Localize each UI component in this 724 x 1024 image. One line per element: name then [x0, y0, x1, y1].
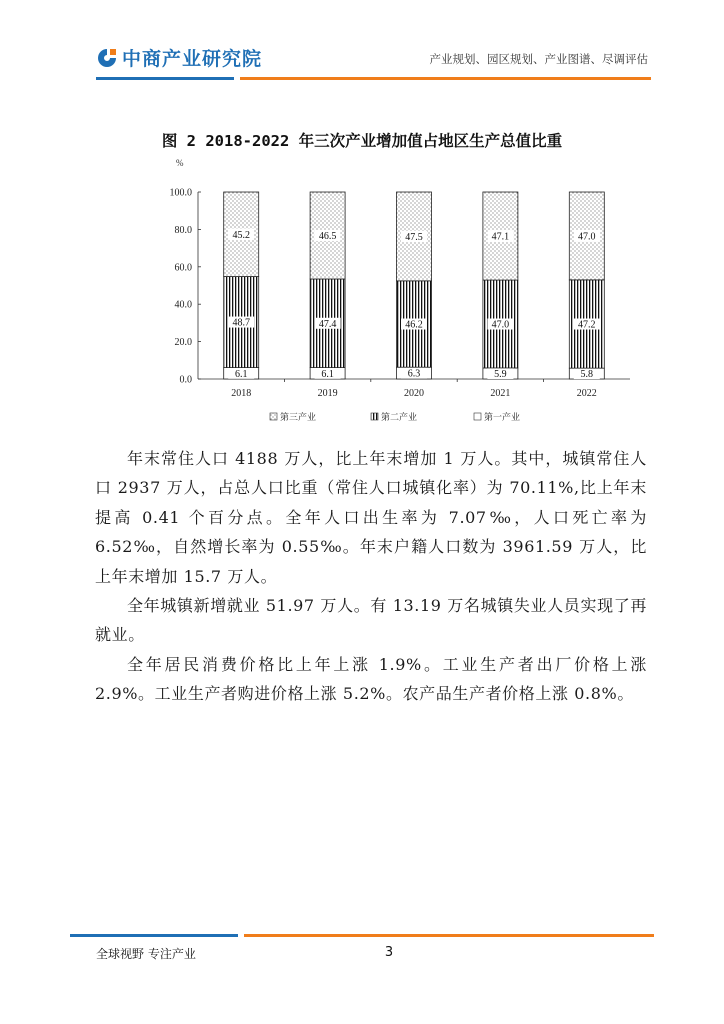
header-rule-orange	[240, 77, 651, 80]
x-tick-label: 2020	[404, 388, 424, 399]
logo-mark-icon	[96, 47, 118, 69]
page-number: 3	[384, 945, 394, 960]
footer-rule-orange	[244, 934, 654, 937]
figure-title: 图 2 2018-2022 年三次产业增加值占地区生产总值比重	[161, 132, 563, 150]
header-tagline: 产业规划、园区规划、产业图谱、尽调评估	[429, 52, 648, 66]
stacked-bar-chart	[160, 152, 634, 440]
x-tick-label: 2019	[317, 388, 338, 399]
data-label: 6.1	[234, 368, 248, 380]
paragraph-employment: 全年城镇新增就业 51.97 万人。有 13.19 万名城镇失业人员实现了再就业。	[95, 596, 647, 645]
body-text	[95, 444, 647, 709]
data-label: 47.0	[491, 319, 510, 331]
y-unit-label: %	[176, 158, 184, 168]
footer-rule-blue	[70, 934, 238, 937]
data-label: 47.4	[318, 318, 337, 330]
logo-text: 中商产业研究院	[122, 48, 263, 70]
x-tick-label: 2022	[576, 388, 597, 399]
legend-swatch	[270, 413, 277, 420]
x-tick-label: 2018	[231, 388, 252, 399]
legend-label: 第二产业	[381, 413, 418, 423]
x-tick-label: 2021	[490, 388, 511, 399]
legend-label: 第一产业	[484, 413, 521, 423]
y-tick-label: 100.0	[169, 187, 192, 199]
data-label: 47.2	[578, 319, 596, 331]
y-tick-label: 40.0	[174, 299, 192, 311]
y-tick-label: 60.0	[174, 262, 192, 274]
data-label: 48.7	[232, 317, 250, 329]
data-label: 45.2	[232, 229, 250, 241]
y-tick-label: 20.0	[174, 337, 192, 349]
legend-swatch	[474, 413, 481, 420]
data-label: 5.8	[580, 369, 594, 381]
data-label: 47.0	[578, 231, 596, 243]
data-label: 6.3	[407, 368, 421, 380]
header-rule-blue	[96, 77, 234, 80]
company-logo	[96, 44, 262, 71]
data-label: 47.5	[405, 232, 423, 244]
paragraph-population: 年末常住人口 4188 万人，比上年末增加 1 万人。其中，城镇常住人口 2937 万人，占总人口比重（常住人口城镇化率）为 70.11%,比上年末提高 0.41 个百分点。全年人口出生率为 7.07‰，人口死亡率为 6.52‰，自然增长率为 0.55‰。年末户籍人口数为 3961.59 万人，比上年末增加 15.7 万人。	[95, 449, 647, 586]
data-label: 5.9	[494, 369, 507, 381]
paragraph-prices: 全年居民消费价格比上年上涨 1.9%。工业生产者出厂价格上涨 2.9%。工业生产者购进价格上涨 5.2%。农产品生产者价格上涨 0.8%。	[95, 654, 647, 704]
legend-label: 第三产业	[280, 413, 317, 423]
data-label: 46.5	[318, 231, 337, 243]
data-label: 47.1	[491, 231, 510, 243]
y-tick-label: 80.0	[174, 224, 192, 236]
y-tick-label: 0.0	[179, 374, 192, 386]
data-label: 46.2	[405, 319, 423, 331]
legend-swatch	[371, 413, 378, 420]
data-label: 6.1	[321, 368, 334, 380]
footer-slogan: 全球视野 专注产业	[96, 947, 196, 961]
